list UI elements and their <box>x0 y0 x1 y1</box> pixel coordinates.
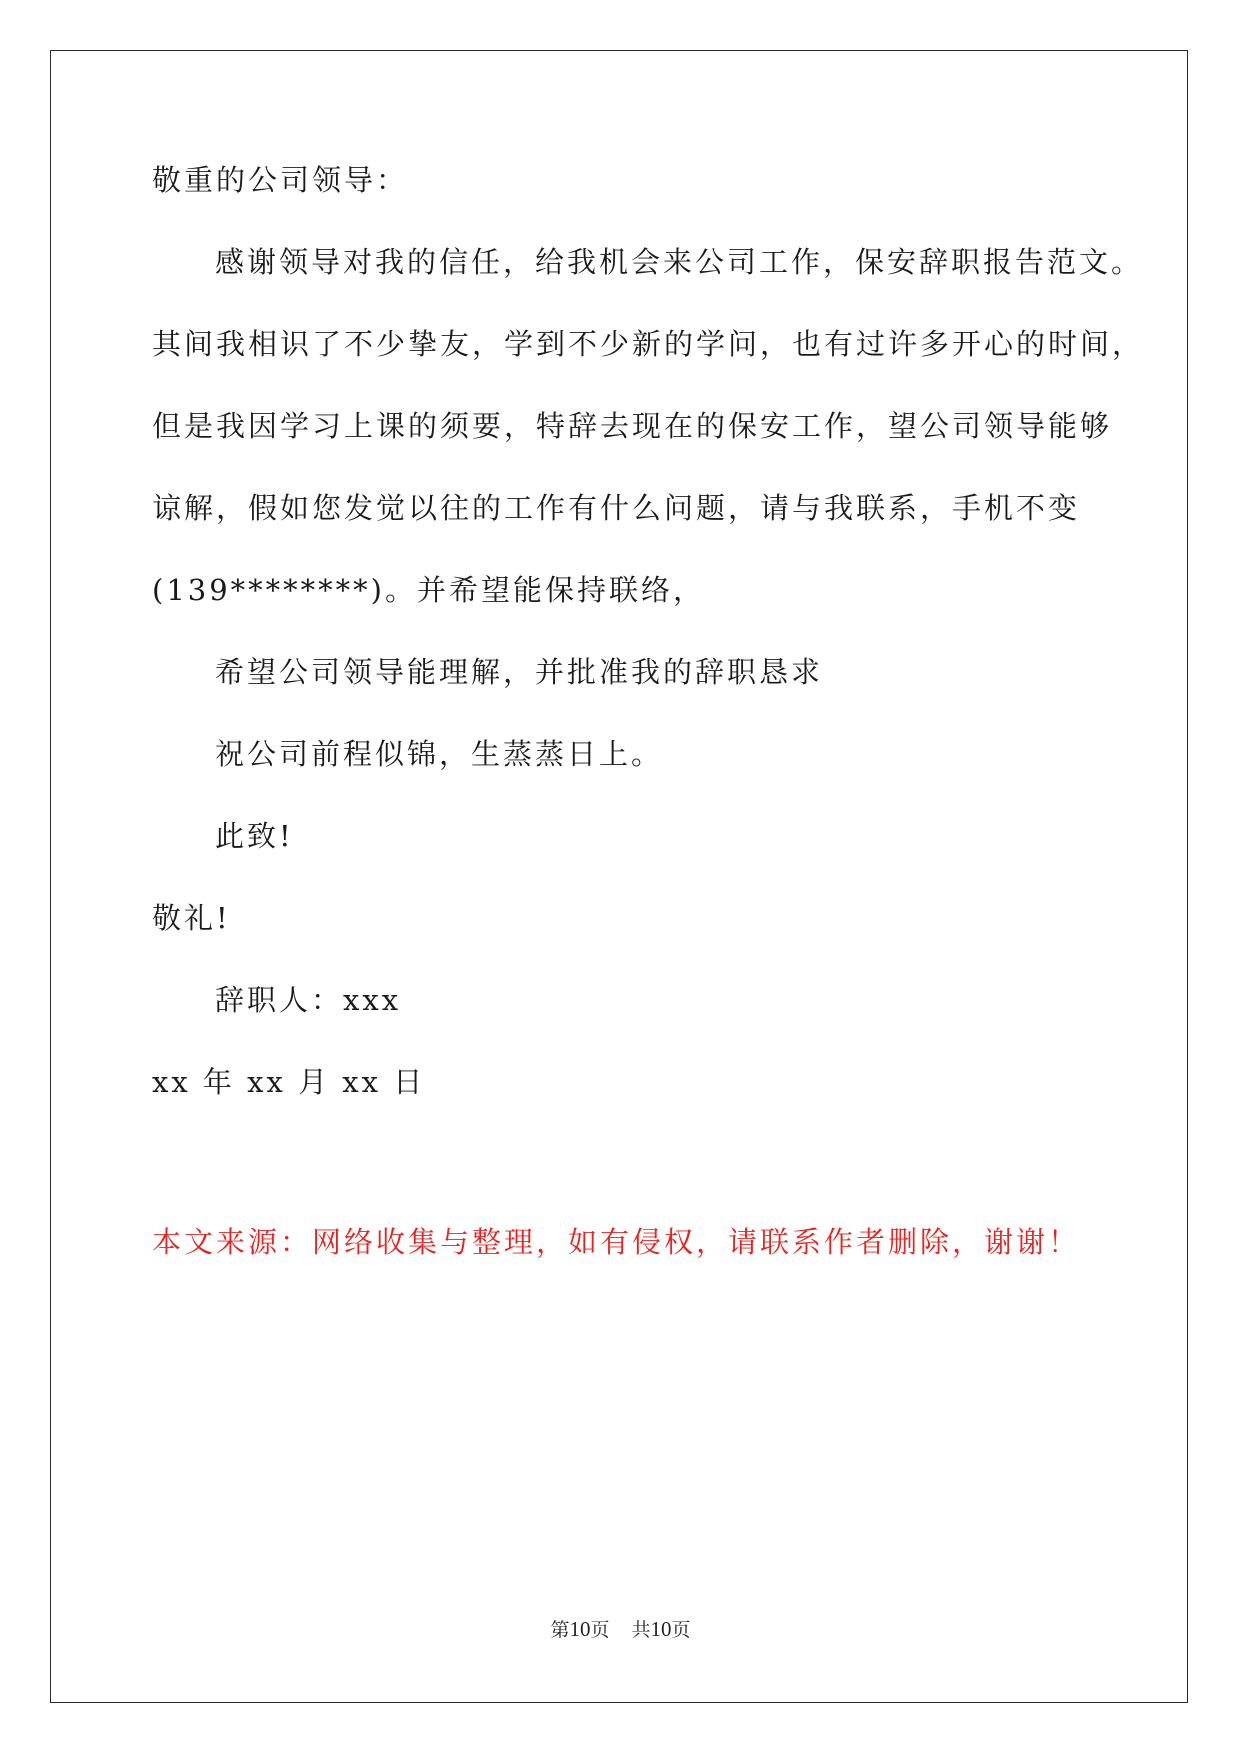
body-line: 其间我相识了不少挚友，学到不少新的学问，也有过许多开心的时间， <box>152 327 1145 361</box>
body-line: (139********)。并希望能保持联络， <box>152 573 705 607</box>
page-total: 10 <box>650 1617 672 1641</box>
date-line: xx 年 xx 月 xx 日 <box>152 1065 426 1099</box>
source-notice: 本文来源：网络收集与整理，如有侵权，请联系作者删除，谢谢！ <box>152 1225 1081 1259</box>
body-line: 但是我因学习上课的须要，特辞去现在的保安工作，望公司领导能够 <box>152 409 1113 443</box>
closing-line: 此致! <box>215 819 294 853</box>
page-suffix: 页 <box>590 1619 610 1641</box>
salutation: 敬重的公司领导： <box>152 163 409 197</box>
total-prefix: 共 <box>631 1619 651 1641</box>
page-footer <box>0 1615 1241 1642</box>
total-suffix: 页 <box>671 1619 691 1641</box>
body-line: 感谢领导对我的信任，给我机会来公司工作，保安辞职报告范文。 <box>215 245 1144 279</box>
body-line: 谅解，假如您发觉以往的工作有什么问题，请与我联系，手机不变 <box>152 491 1081 525</box>
wish-line: 祝公司前程似锦，生蒸蒸日上。 <box>215 737 664 771</box>
regards-line: 敬礼! <box>152 901 231 935</box>
letter-body <box>152 160 1145 1144</box>
page-current: 10 <box>569 1617 591 1641</box>
request-line: 希望公司领导能理解，并批准我的辞职恳求 <box>215 655 824 689</box>
signature-line: 辞职人：xxx <box>215 983 402 1017</box>
page-prefix: 第 <box>550 1619 570 1641</box>
